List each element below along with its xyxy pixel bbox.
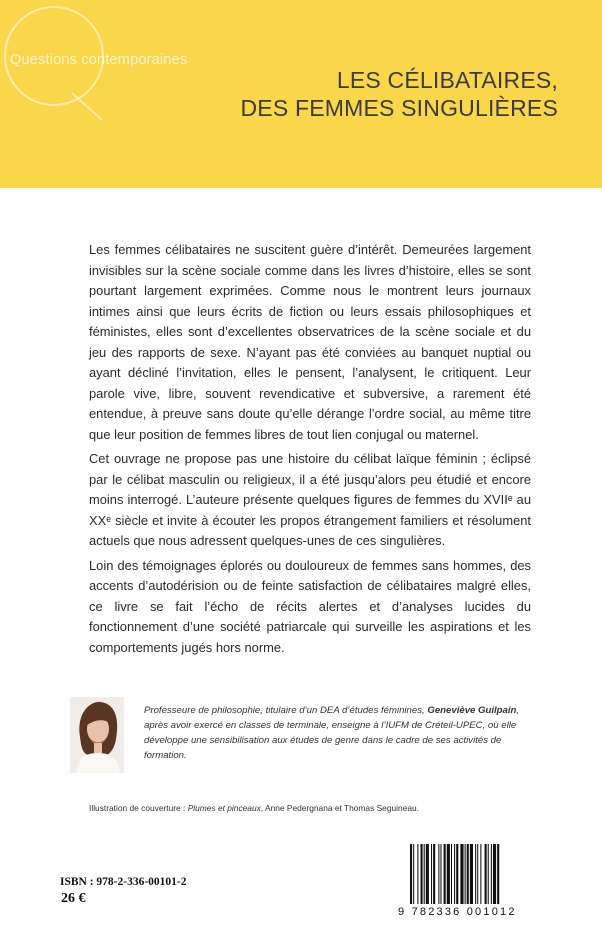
barcode-bar (444, 844, 446, 904)
book-title (240, 66, 558, 122)
barcode-bar (447, 844, 450, 904)
series-logo-q-tail (71, 92, 102, 120)
credit-prefix: Illustration de couverture : (89, 803, 188, 813)
cover-header (0, 0, 602, 188)
barcode-bar (491, 844, 492, 904)
barcode-bar (460, 844, 463, 904)
barcode-bar (485, 844, 487, 904)
barcode-bar (417, 844, 418, 904)
blurb-paragraph-2: Cet ouvrage ne propose pas une histoire du célibat laïque féminin ; éclipsé par le célibat masculin ou religieux, il a été jusqu’alors peu étudié et encore moins interrogé. L’auteure présente quelques figures de femmes du XVIIᵉ au XXᵉ siècle et invite à écouter les propos étrangement familiers et résolument actuels que nous adressent quelques-unes de ces singulières. (89, 451, 531, 548)
title-line-1: LES CÉLIBATAIRES, (336, 67, 558, 93)
barcode-bar (470, 844, 473, 904)
barcode-bar (440, 844, 441, 904)
barcode-bar (497, 844, 499, 904)
cover-illustration-credit (89, 803, 419, 813)
author-bio-end: , après avoir exercé en classes de terminale, enseigne à l’IUFM de Créteil-UPEC, où elle développe une sensibilisation aux études de genre dans le cadre de ses activités de formation. (144, 705, 520, 761)
barcode-bar (410, 844, 412, 904)
barcode-bar (456, 844, 458, 904)
author-photo (70, 697, 124, 773)
barcode-digits: 9 782336 001012 (398, 906, 517, 918)
barcode-bar (480, 844, 481, 904)
barcode-bar (493, 844, 496, 904)
blurb-paragraph-3: Loin des témoignages éplorés ou douloureux de femmes sans hommes, des accents d’autodérision ou de feinte satisfaction de célibataires malgré elles, ce livre se fait l’écho de récits alertes et d’analyses lucides du fonctionnement d’une société patriarcale qui surveille les aspirations et les comportements jugés hors norme. (89, 557, 531, 655)
barcode-bar (438, 844, 439, 904)
barcode-bar (454, 844, 455, 904)
author-bio (144, 703, 536, 763)
author-bio-start: Professeure de philosophie, titulaire d’un DEA d’études féminines, (144, 705, 428, 716)
barcode-bar (431, 844, 432, 904)
barcode-bar (451, 844, 452, 904)
isbn: ISBN : 978-2-336-00101-2 (60, 876, 187, 888)
barcode-bar (413, 844, 414, 904)
barcode-bar (475, 844, 476, 904)
barcode-bar (477, 844, 478, 904)
barcode-bar (426, 844, 429, 904)
series-name: Questions contemporaines (10, 52, 188, 68)
title-line-2: DES FEMMES SINGULIÈRES (240, 95, 558, 121)
barcode-bar (433, 844, 435, 904)
barcode-bar (465, 844, 466, 904)
credit-work-title: Plumes et pinceaux (187, 803, 261, 813)
blurb-paragraph-1: Les femmes célibataires ne suscitent guère d’intérêt. Demeurées largement invisibles sur la scène sociale comme dans les livres d’histoire, elles se sont pourtant largement exprimées. Comme nous le montrent leurs journaux intimes ainsi que leurs écrits de fiction ou leurs essais philosophiques et féministes, elles sont d’excellentes observatrices de la scène sociale et du jeu des rapports de sexe. N’ayant pas été conviées au banquet nuptial ou ayant décliné l’invitation, elles le pensent, l’analysent, le critiquent. Leur parole vive, libre, souvent revendicative et subversive, a rarement été entendue, à preuve sans doute qu’elle dérange l’ordre social, au même titre que leur position de femmes libres de tout lien conjugal ou maternel. (89, 242, 531, 442)
barcode-bar (421, 844, 423, 904)
barcode-bar (424, 844, 425, 904)
barcode (398, 840, 528, 920)
blurb (89, 240, 531, 658)
barcode-bar (467, 844, 469, 904)
barcode-bar (488, 844, 489, 904)
price: 26 € (61, 891, 86, 906)
barcode-bars (398, 840, 528, 906)
credit-artists: , Anne Pedergnana et Thomas Seguineau. (260, 803, 419, 813)
author-name: Geneviève Guilpain (427, 705, 517, 716)
